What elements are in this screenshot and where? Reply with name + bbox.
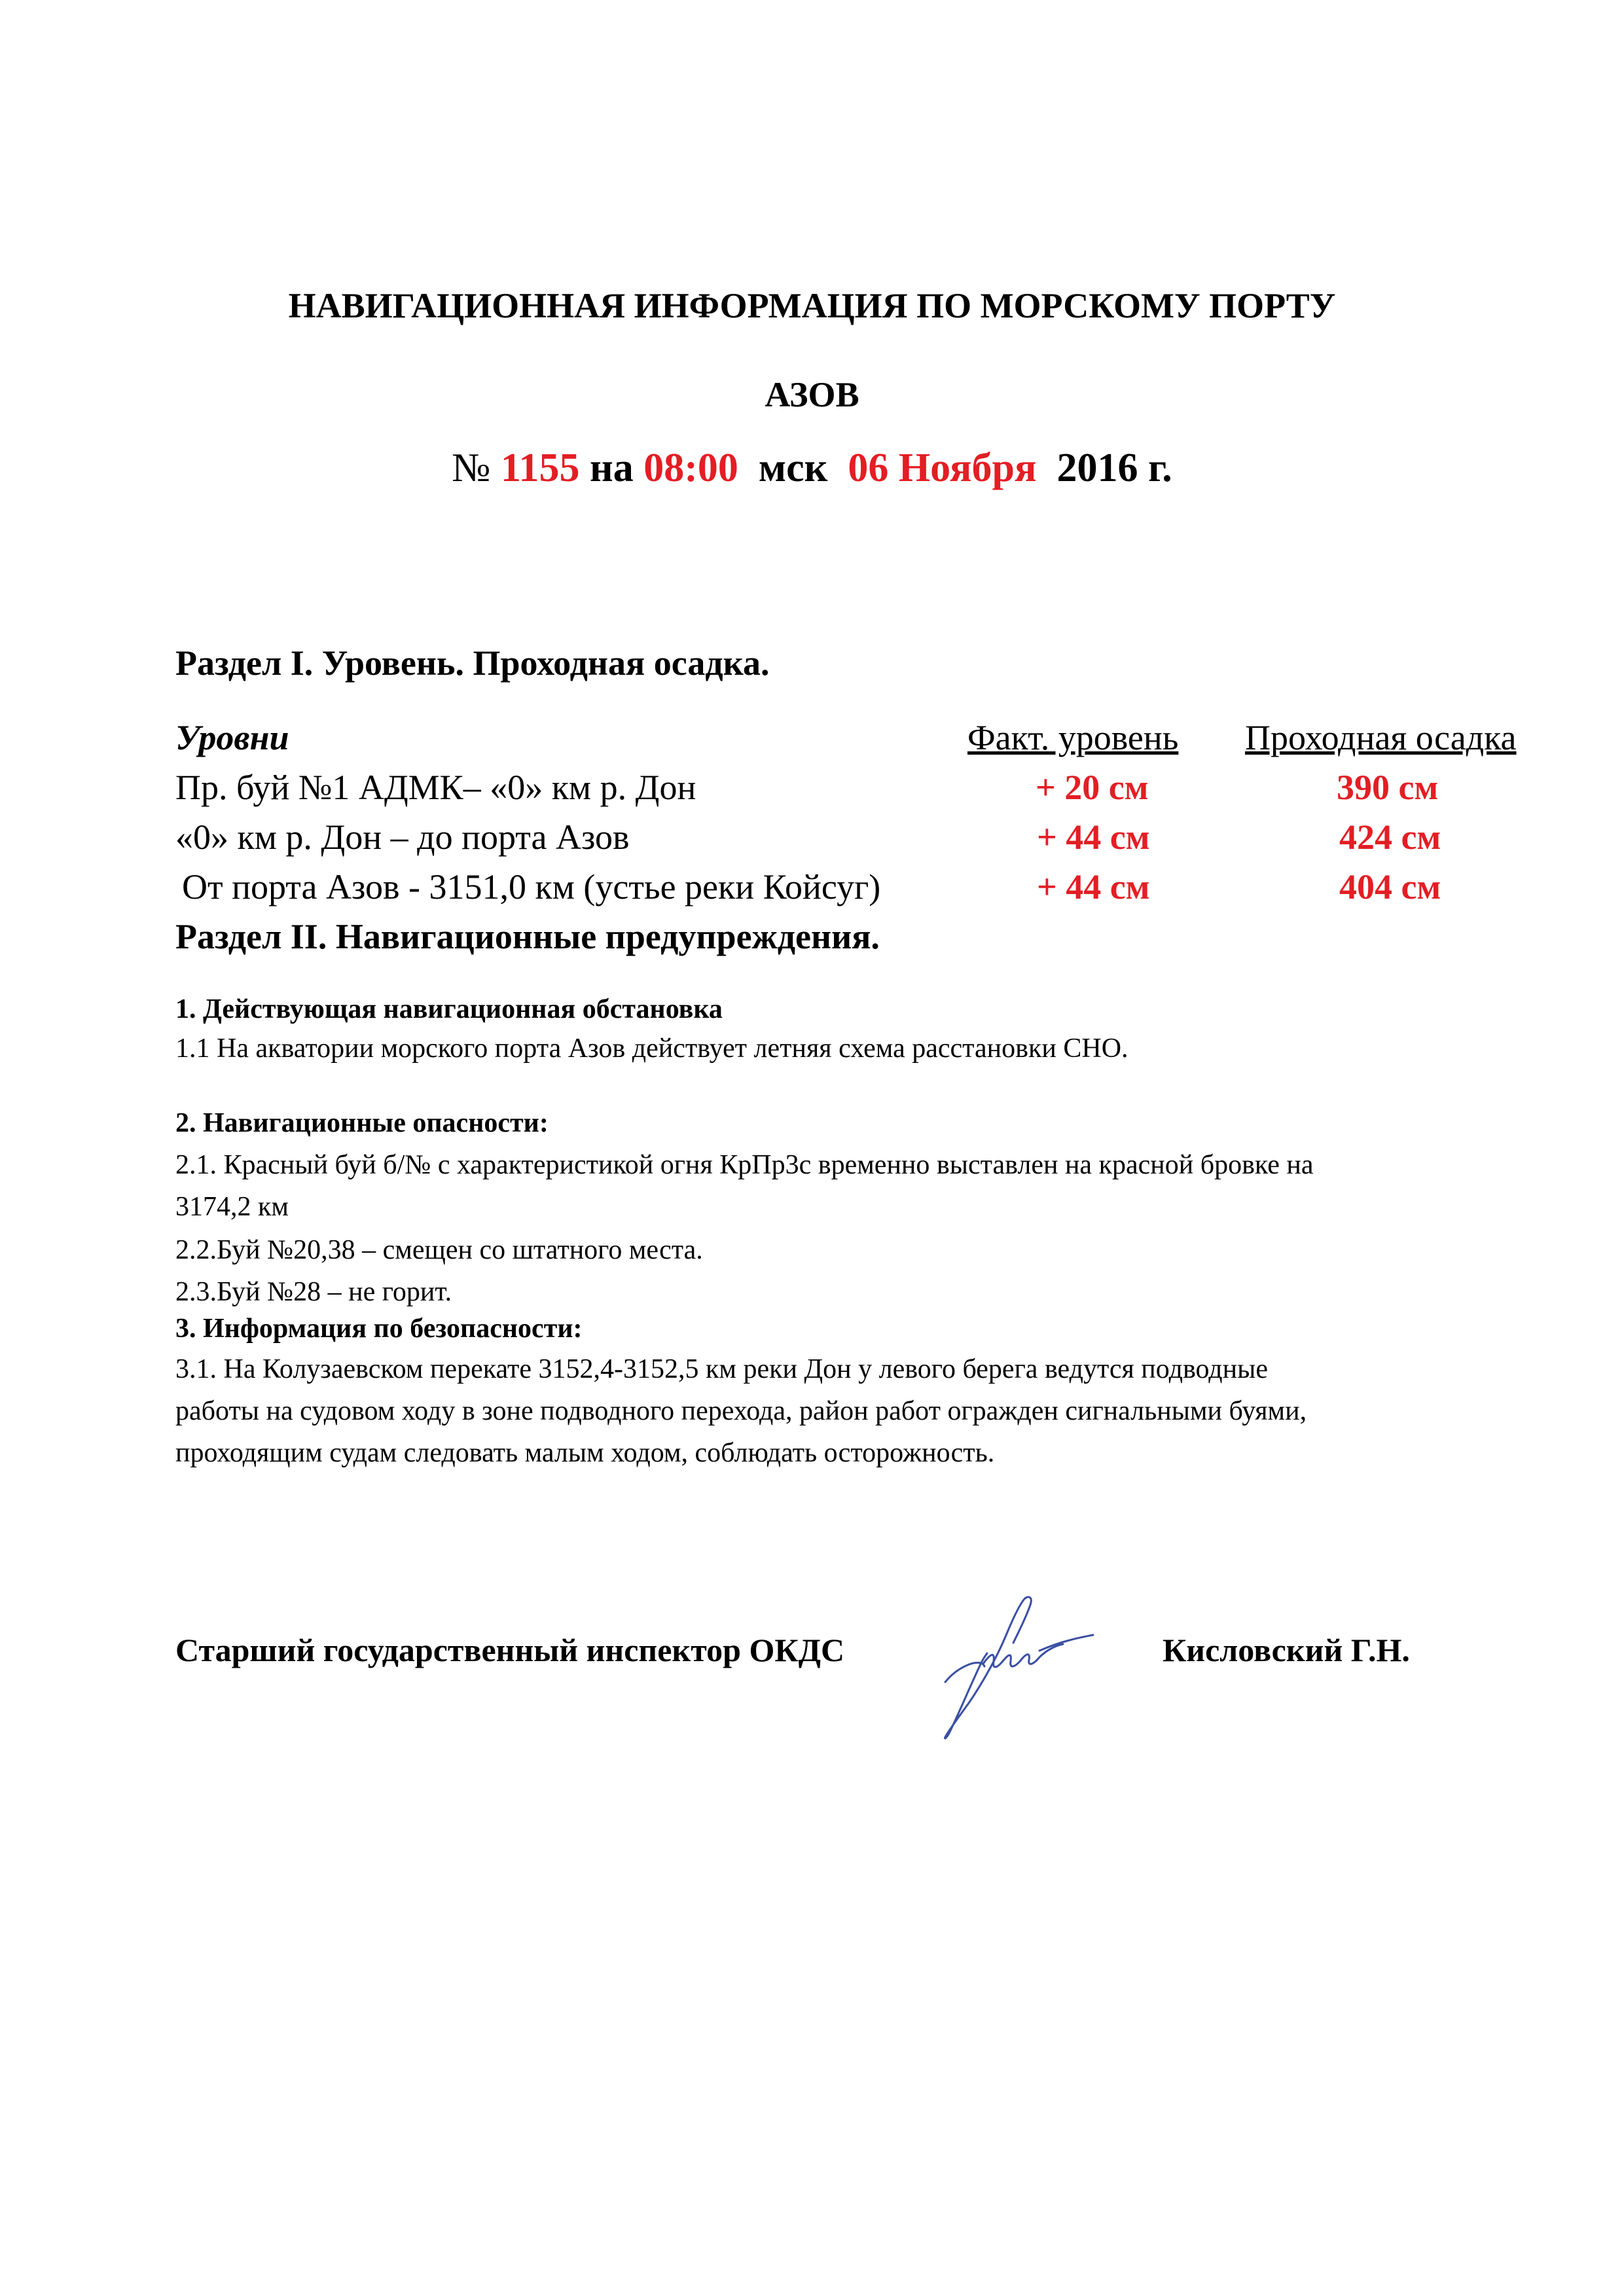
bulletin-date: 06 Ноября — [848, 446, 1037, 490]
subsection-title: 1. Действующая навигационная обстановка — [175, 994, 723, 1024]
signer-position: Старший государственный инспектор ОКДС — [175, 1632, 845, 1668]
notice-line: 2.1. Красный буй б/№ с характеристикой огня КрПр3с временно выставлен на красной бровке на — [175, 1150, 1314, 1180]
level-row-draft: 390 см — [1337, 768, 1439, 807]
document-title: НАВИГАЦИОННАЯ ИНФОРМАЦИЯ ПО МОРСКОМУ ПОРТУ — [288, 286, 1336, 325]
notice-line: работы на судовом ходу в зоне подводного перехода, район работ огражден сигнальными буями, — [175, 1396, 1307, 1426]
level-row-fact: + 44 см — [1037, 867, 1150, 906]
section1-title: Раздел I. Уровень. Проходная осадка. — [175, 643, 770, 683]
signer-name: Кисловский Г.Н. — [1163, 1632, 1410, 1668]
level-row-draft: 404 см — [1339, 867, 1441, 906]
bulletin-time: 08:00 — [643, 446, 738, 490]
number-sign: № — [452, 446, 491, 490]
notice-line: 1.1 На акватории морского порта Азов действует летняя схема расстановки СНО. — [175, 1033, 1128, 1064]
draft-column-header: Проходная осадка — [1245, 718, 1517, 757]
level-row-fact: + 44 см — [1037, 817, 1150, 857]
notice-line: 3.1. На Колузаевском перекате 3152,4-3152,5 км реки Дон у левого берега ведутся подводные — [175, 1354, 1268, 1384]
bulletin-number: 1155 — [500, 446, 580, 490]
level-row-name: Пр. буй №1 АДМК– «0» км р. Дон — [175, 768, 696, 807]
section2-title: Раздел II. Навигационные предупреждения. — [175, 917, 880, 956]
at-word: на — [590, 446, 634, 490]
subsection-title: 3. Информация по безопасности: — [175, 1314, 583, 1344]
handwritten-signature-icon — [885, 1577, 1147, 1748]
level-row-fact: + 20 см — [1036, 768, 1149, 807]
levels-column-header: Уровни — [175, 718, 289, 757]
notice-line: 3174,2 км — [175, 1192, 289, 1222]
fact-level-column-header: Факт. уровень — [967, 718, 1179, 757]
level-row-name: «0» км р. Дон – до порта Азов — [175, 817, 630, 857]
level-row-draft: 424 см — [1339, 817, 1441, 857]
timezone: мск — [758, 446, 828, 490]
subsection-title: 2. Навигационные опасности: — [175, 1108, 549, 1138]
notice-line: 2.3.Буй №28 – не горит. — [175, 1277, 452, 1307]
bulletin-number-line — [0, 445, 1624, 492]
notice-line: 2.2.Буй №20,38 – смещен со штатного места. — [175, 1235, 703, 1265]
notice-line: проходящим судам следовать малым ходом, соблюдать осторожность. — [175, 1438, 995, 1468]
bulletin-year: 2016 г. — [1056, 446, 1172, 490]
level-row-name: От порта Азов - 3151,0 км (устье реки Койсуг) — [182, 867, 881, 906]
port-name: АЗОВ — [765, 375, 859, 414]
